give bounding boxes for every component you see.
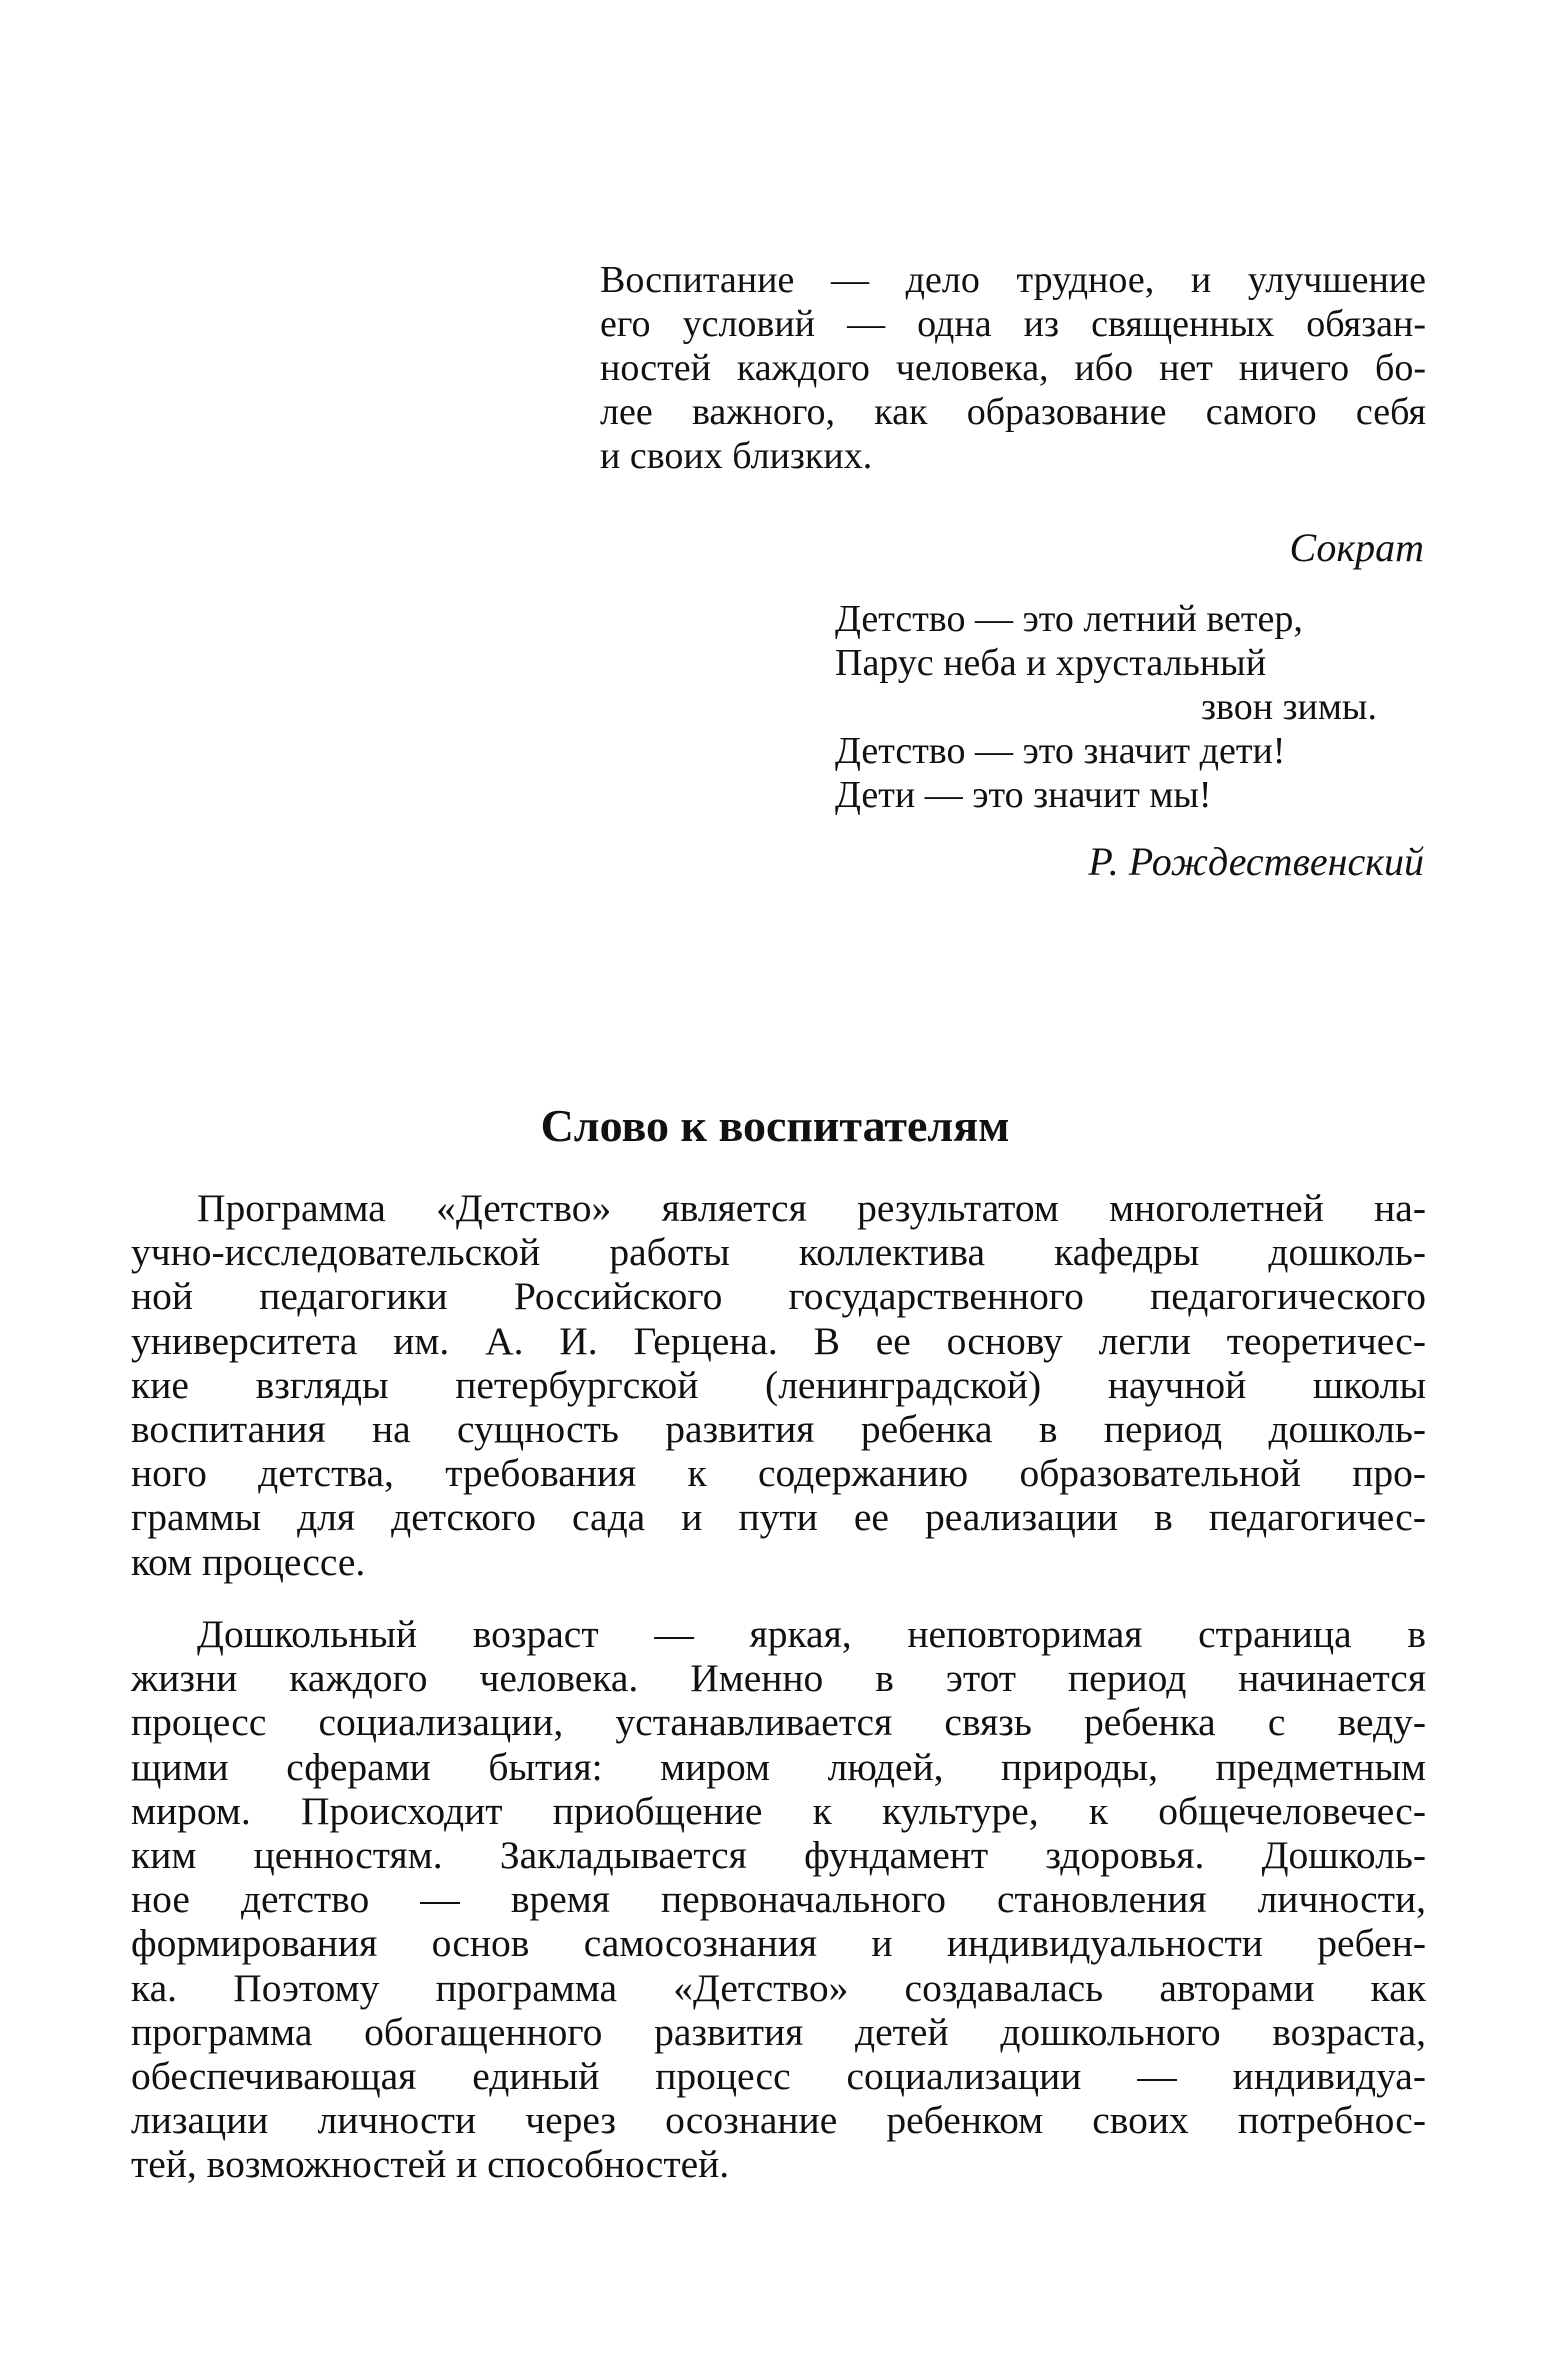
text-line: миром. Происходит приобщение к культуре, к общечеловечес- — [131, 1788, 1426, 1833]
text-line: лизации личности через осознание ребенком своих потребнос- — [131, 2098, 1426, 2143]
paragraph-1 — [131, 1186, 1426, 1584]
text-line: ка. Поэтому программа «Детство» создавалась авторами как — [131, 1965, 1426, 2010]
text-line: программа обогащенного развития детей дошкольного возраста, — [131, 2009, 1426, 2054]
epigraph-line: его условий — одна из священных обязан- — [600, 303, 1426, 345]
epigraph-line: лее важного, как образование самого себя — [600, 391, 1426, 433]
poem-line: звон зимы. — [1201, 686, 1377, 728]
epigraph-line: ностей каждого человека, ибо нет ничего бо- — [600, 347, 1426, 389]
poem-line: Парус неба и хрустальный — [835, 642, 1267, 684]
text-line: ной педагогики Российского государственного педагогического — [131, 1274, 1426, 1319]
text-line: Программа «Детство» является результатом многолетней на- — [197, 1186, 1426, 1230]
paragraph-2 — [131, 1612, 1426, 2186]
epigraph-poem — [835, 597, 1425, 817]
text-line: ким ценностям. Закладывается фундамент здоровья. Дошколь- — [131, 1832, 1426, 1877]
poem-line: Детство — это значит дети! — [835, 730, 1286, 772]
text-line: щими сферами бытия: миром людей, природы, предметным — [131, 1744, 1426, 1789]
text-line: формирования основ самосознания и индивидуальности ребен- — [131, 1921, 1426, 1966]
poem-line: Детство — это летний ветер, — [835, 598, 1303, 640]
text-line: Дошкольный возраст — яркая, неповторимая страница в — [197, 1612, 1426, 1656]
text-line: тей, возможностей и способностей. — [131, 2142, 730, 2187]
text-line: воспитания на сущность развития ребенка в период дошколь- — [131, 1406, 1426, 1451]
epigraph-line: и своих близких. — [600, 435, 873, 477]
text-line: граммы для детского сада и пути ее реализации в педагогичес- — [131, 1495, 1426, 1540]
poem-line: Дети — это значит мы! — [835, 774, 1212, 816]
text-line: процесс социализации, устанавливается связь ребенка с веду- — [131, 1700, 1426, 1745]
text-line: ное детство — время первоначального становления личности, — [131, 1877, 1426, 1922]
text-line: университета им. А. И. Герцена. В ее основу легли теоретичес- — [131, 1318, 1426, 1363]
text-line: учно-исследовательской работы коллектива кафедры дошколь- — [131, 1230, 1426, 1275]
section-heading: Слово к воспитателям — [540, 1100, 1010, 1151]
text-line: ком процессе. — [131, 1539, 366, 1584]
epigraph-author-rozhdestvensky: Р. Рождественский — [1088, 839, 1424, 884]
text-line: обеспечивающая единый процесс социализации — индивидуа- — [131, 2053, 1426, 2098]
text-line: ного детства, требования к содержанию образовательной про- — [131, 1451, 1426, 1496]
text-line: кие взгляды петербургской (ленинградской) научной школы — [131, 1362, 1426, 1407]
text-line: жизни каждого человека. Именно в этот период начинается — [131, 1656, 1426, 1701]
epigraph-author-socrates: Сократ — [1289, 525, 1424, 570]
epigraph-socrates — [600, 258, 1426, 478]
epigraph-line: Воспитание — дело трудное, и улучшение — [600, 259, 1426, 301]
